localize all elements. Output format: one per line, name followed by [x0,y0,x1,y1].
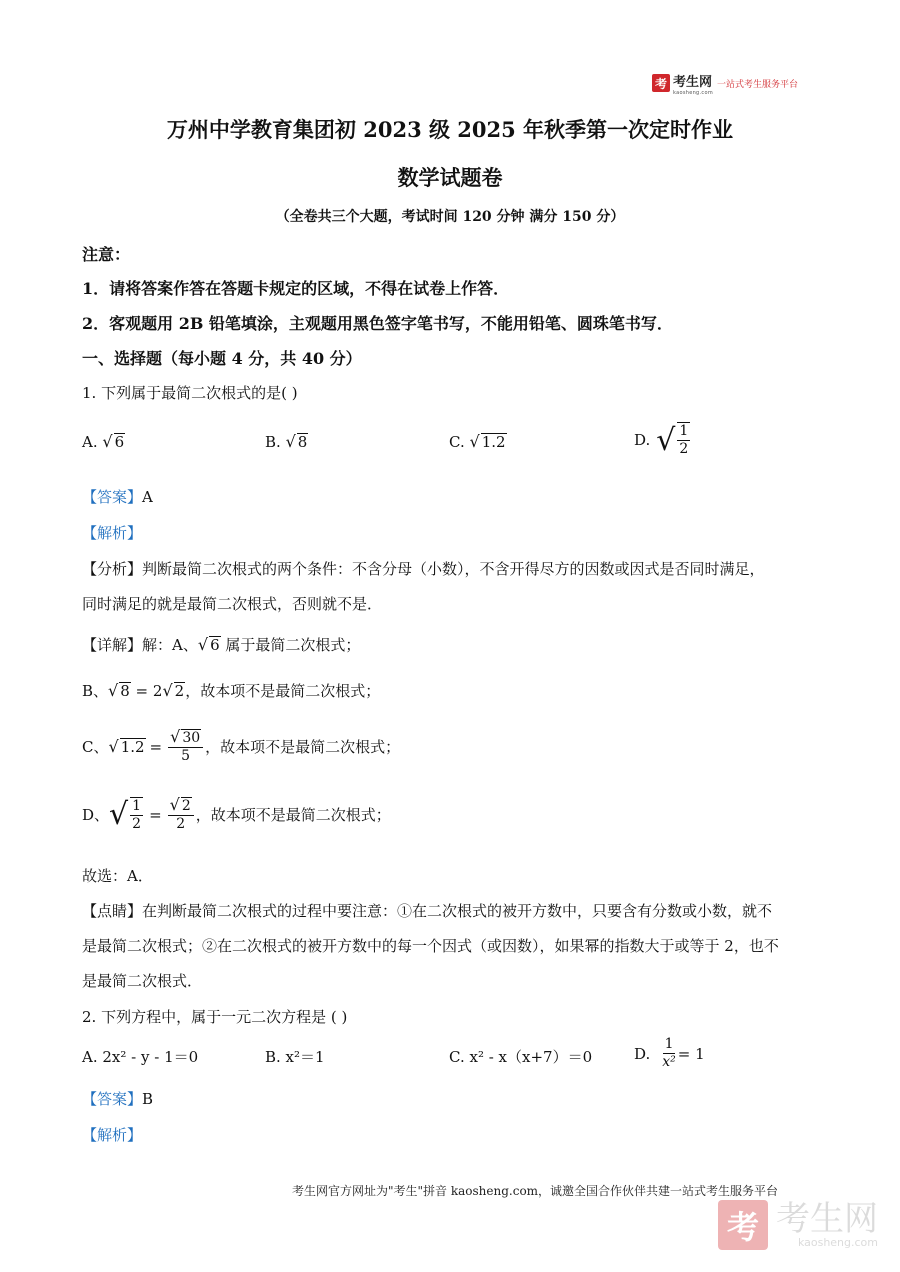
detail-b-pre: B、 [82,682,109,700]
radical-icon: √ [102,432,113,451]
q2-option-c: C. x² - x（x+7）＝0 [449,1048,593,1066]
frac-den: x² [662,1054,676,1070]
detail-a-value: 6 [210,636,220,654]
detail-a-pre: 解：A、 [142,636,198,654]
fenxi-text: 判断最简二次根式的两个条件：不含分母（小数），不含开得尽方的因数或因式是否同时满足， [142,560,765,578]
logo-icon: 考 [652,74,670,92]
notice-item-1: 1．请将答案作答在答题卡规定的区域，不得在试卷上作答． [82,279,510,298]
q1-detail-c [82,728,400,765]
answer-value: A [142,488,153,506]
detail-b-rad2: 2 [174,682,185,700]
q2-option-d-label: D. [634,1044,651,1063]
frac-num: 1 [132,797,142,814]
dianjing-tag: 【点睛】 [82,902,143,920]
detail-b-eq: = 2 [130,682,163,700]
detail-d-frac [130,797,143,833]
radical-icon: √ [108,737,119,756]
radical-icon: √ [197,635,209,654]
q1-dianjing-line3: 是最简二次根式． [82,972,203,990]
answer-tag: 【答案】 [82,488,143,506]
q1-option-c-label: C. [449,433,465,451]
answer-value: B [142,1090,154,1108]
detail-a-post: 属于最简二次根式； [225,636,361,654]
q1-option-d-frac [677,422,690,458]
q1-detail-d [82,796,391,833]
radical-icon: √ [285,432,296,451]
logo-domain: kaosheng.com [673,89,713,96]
q1-option-b [265,432,308,451]
notice-heading: 注意： [82,245,131,264]
detail-b-post: ，故本项不是最简二次根式； [185,682,381,700]
q1-option-a-label: A. [82,433,98,451]
frac-den: 2 [132,815,142,832]
q1-fenxi-line1 [82,558,765,579]
detail-d-pre: D、 [82,806,110,824]
q1-option-d-label: D. [634,431,651,449]
q2-answer [82,1088,153,1109]
detail-tag: 【详解】 [82,636,143,654]
frac-den: 2 [176,816,186,832]
q1-option-b-label: B. [265,433,281,451]
q1-analysis-tag: 【解析】 [82,524,143,542]
q1-stem: 1. 下列属于最简二次根式的是( ) [82,384,298,402]
q1-option-a [82,432,125,451]
q1-option-a-value: 6 [114,433,125,451]
radical-icon: √ [469,432,480,451]
radical-icon: √ [170,727,181,746]
q1-option-c-value: 1.2 [481,433,506,451]
radical-icon: √ [656,422,676,458]
q1-option-d [634,422,692,458]
frac-num [168,796,194,816]
radical-icon: √ [108,681,119,700]
logo-slogan: 一站式考生服务平台 [717,79,799,90]
q1-detail-a [82,634,360,655]
q2-option-d [634,1036,705,1071]
q1-answer [82,486,153,507]
header-logo [652,72,798,94]
radical-icon: √ [162,681,173,700]
detail-c-frac [168,728,203,765]
q1-dianjing-line1 [82,900,772,921]
watermark [718,1200,878,1250]
watermark-domain: kaosheng.com [797,1235,878,1249]
frac-num-value: 30 [182,730,201,746]
title-line2: 数学试题卷 [397,165,503,190]
frac-num: 1 [664,1036,674,1052]
footer-text: 考生网官方网址为"考生"拼音 kaosheng.com，诚邀全国合作伙伴共建一站式考生服务平台 [292,1184,779,1198]
radical-icon: √ [109,797,129,832]
equals-sign: = [149,737,163,756]
detail-c-pre: C、 [82,738,109,756]
q2-option-d-frac [662,1036,676,1071]
q2-stem: 2. 下列方程中，属于一元二次方程是 ( ) [82,1008,348,1026]
subtitle: （全卷共三个大题，考试时间 120 分钟 满分 150 分） [275,209,625,225]
radical-icon: √ [169,795,180,814]
q1-option-c [449,432,507,451]
detail-c-rad: 1.2 [120,738,145,756]
answer-tag: 【答案】 [82,1090,143,1108]
notice-item-2: 2．客观题用 2B 铅笔填涂，主观题用黑色签字笔书写，不能用铅笔、圆珠笔书写． [82,314,673,333]
q2-analysis-tag: 【解析】 [82,1126,143,1144]
logo-name: 考生网 [673,74,713,90]
detail-c-post: ，故本项不是最简二次根式； [205,738,401,756]
watermark-name: 考生网 [776,1198,878,1239]
detail-d-frac2 [168,796,194,833]
frac-num [168,728,203,748]
q1-detail-b [82,680,380,701]
frac-num: 1 [679,423,689,439]
frac-den: 2 [679,441,689,457]
frac-num-value: 2 [181,798,191,814]
detail-d-post: ，故本项不是最简二次根式； [195,806,391,824]
q2-option-d-rhs: = 1 [677,1044,705,1063]
dianjing-text: 在判断最简二次根式的过程中要注意：①在二次根式的被开方数中，只要含有分数或小数，就不 [142,902,773,920]
q1-choose: 故选：A． [82,867,153,885]
section-heading-1: 一、选择题（每小题 4 分，共 40 分） [82,349,362,368]
frac-den: 5 [181,748,191,764]
fenxi-tag: 【分析】 [82,560,143,578]
q2-option-b: B. x²＝1 [265,1048,325,1066]
q1-option-b-value: 8 [297,433,308,451]
detail-b-rad: 8 [120,682,130,700]
q2-option-a: A. 2x² - y - 1＝0 [82,1048,199,1066]
q1-dianjing-line2: 是最简二次根式；②在二次根式的被开方数中的每一个因式（或因数），如果幂的指数大于或等于 2，也不 [82,937,779,955]
title-line1: 万州中学教育集团初 2023 级 2025 年秋季第一次定时作业 [166,117,734,142]
q1-fenxi-line2: 同时满足的就是最简二次根式，否则就不是． [82,595,383,613]
watermark-logo-icon: 考 [718,1200,768,1250]
equals-sign: = [149,805,162,824]
